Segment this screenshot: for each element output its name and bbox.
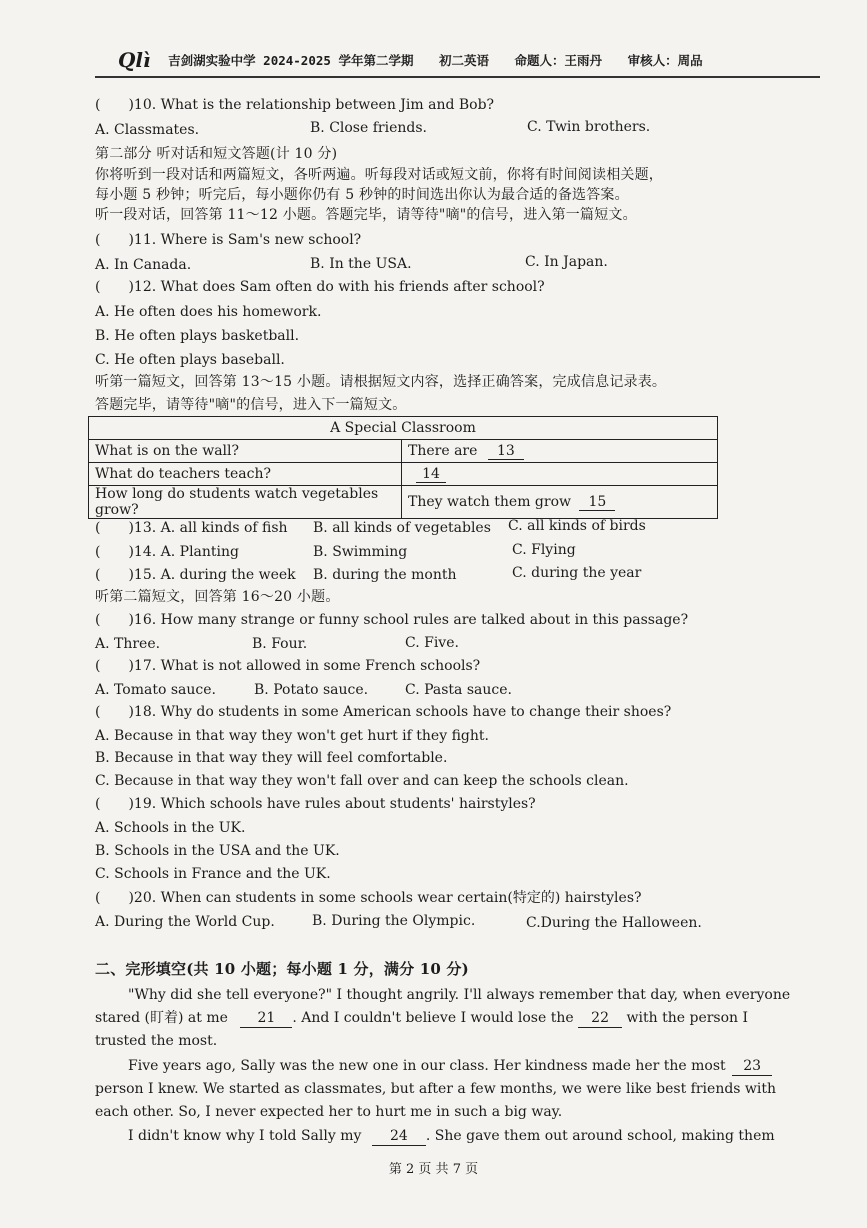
- blank-13[interactable]: 13: [488, 443, 524, 460]
- question-14-stem: ( )14. A. Planting: [95, 544, 239, 560]
- header-school-term: 吉剑湖实验中学 2024-2025 学年第二学期: [168, 53, 414, 68]
- question-11-option-a: A. In Canada.: [95, 257, 192, 273]
- question-19-option-b: B. Schools in the USA and the UK.: [95, 843, 340, 859]
- table-cell-question: What is on the wall?: [89, 440, 402, 463]
- question-13-stem: ( )13. A. all kinds of fish: [95, 520, 288, 536]
- question-19-option-a: A. Schools in the UK.: [95, 820, 246, 836]
- question-16-stem: ( )16. How many strange or funny school rules are talked about in this passage?: [95, 612, 689, 628]
- question-20-option-c: C.During the Halloween.: [526, 915, 702, 931]
- cloze-line-7: [128, 1127, 775, 1146]
- answer-prefix: They watch them grow: [408, 493, 571, 510]
- cloze-line-1: "Why did she tell everyone?" I thought angrily. I'll always remember that day, when everyone: [128, 987, 791, 1003]
- question-11-option-c: C. In Japan.: [525, 254, 608, 270]
- question-17-option-a: A. Tomato sauce.: [95, 682, 216, 698]
- table-row: [89, 486, 718, 519]
- question-18-option-b: B. Because in that way they will feel comfortable.: [95, 750, 448, 766]
- passage-1-instruction-2: 答题完毕，请等待"嘀"的信号，进入下一篇短文。: [95, 397, 407, 413]
- question-13-option-b: B. all kinds of vegetables: [313, 520, 491, 536]
- blank-21[interactable]: 21: [240, 1009, 292, 1028]
- passage-1-instruction-1: 听第一篇短文，回答第 13～15 小题。请根据短文内容，选择正确答案，完成信息记录表。: [95, 374, 667, 390]
- question-10-stem: ( )10. What is the relationship between Jim and Bob?: [95, 97, 495, 113]
- question-17-option-c: C. Pasta sauce.: [405, 682, 512, 698]
- question-16-option-c: C. Five.: [405, 635, 459, 651]
- table-cell-answer: [402, 486, 718, 519]
- page-footer: 第 2 页 共 7 页: [388, 1162, 479, 1177]
- page-header: [118, 48, 818, 74]
- header-subject: 初二英语: [438, 53, 489, 68]
- table-cell-question: How long do students watch vegetables grow?: [89, 486, 402, 519]
- table-row: [89, 417, 718, 440]
- question-20-option-b: B. During the Olympic.: [312, 913, 476, 929]
- question-18-option-c: C. Because in that way they won't fall over and can keep the schools clean.: [95, 773, 629, 789]
- question-19-option-c: C. Schools in France and the UK.: [95, 866, 331, 882]
- blank-23[interactable]: 23: [732, 1057, 772, 1076]
- table-row: [89, 440, 718, 463]
- question-10-option-b: B. Close friends.: [310, 120, 427, 136]
- question-20-stem: ( )20. When can students in some schools wear certain(特定的) hairstyles?: [95, 890, 642, 906]
- table-cell-answer: [402, 440, 718, 463]
- school-logo: Qlì: [118, 48, 151, 72]
- question-15-option-c: C. during the year: [512, 565, 642, 581]
- question-11-option-b: B. In the USA.: [310, 256, 412, 272]
- blank-22[interactable]: 22: [578, 1009, 622, 1028]
- header-divider: [95, 76, 820, 78]
- question-12-option-b: B. He often plays basketball.: [95, 328, 300, 344]
- question-12-stem: ( )12. What does Sam often do with his friends after school?: [95, 279, 545, 295]
- cloze-text: . She gave them out around school, making them: [425, 1128, 775, 1144]
- question-14-option-c: C. Flying: [512, 542, 576, 558]
- question-17-stem: ( )17. What is not allowed in some French schools?: [95, 658, 481, 674]
- cloze-line-5: person I knew. We started as classmates, but after a few months, we were like best friends with: [95, 1081, 777, 1097]
- blank-15[interactable]: 15: [579, 494, 615, 511]
- cloze-line-4: [128, 1057, 772, 1076]
- question-20-option-a: A. During the World Cup.: [95, 914, 275, 930]
- question-10-option-c: C. Twin brothers.: [527, 119, 651, 135]
- section-2-title: 二、完形填空(共 10 小题；每小题 1 分，满分 10 分): [95, 960, 469, 978]
- question-13-option-c: C. all kinds of birds: [508, 518, 646, 534]
- special-classroom-table: [88, 416, 718, 519]
- table-title: A Special Classroom: [89, 417, 718, 440]
- question-17-option-b: B. Potato sauce.: [254, 682, 369, 698]
- answer-prefix: There are: [408, 442, 478, 459]
- part-2-instruction-1: 你将听到一段对话和两篇短文，各听两遍。听每段对话或短文前，你将有时间阅读相关题，: [95, 167, 663, 183]
- header-author: 命题人：王雨丹: [514, 53, 603, 68]
- part-2-title: 第二部分 听对话和短文答题(计 10 分): [95, 146, 338, 162]
- question-11-stem: ( )11. Where is Sam's new school?: [95, 232, 362, 248]
- cloze-text: . And I couldn't believe I would lose the: [292, 1010, 574, 1026]
- question-19-stem: ( )19. Which schools have rules about students' hairstyles?: [95, 796, 536, 812]
- cloze-line-2: [95, 1009, 748, 1028]
- cloze-text: I didn't know why I told Sally my: [128, 1128, 362, 1144]
- question-15-stem: ( )15. A. during the week: [95, 567, 296, 583]
- table-row: [89, 463, 718, 486]
- question-16-option-b: B. Four.: [252, 636, 308, 652]
- question-18-option-a: A. Because in that way they won't get hurt if they fight.: [95, 728, 489, 744]
- question-14-option-b: B. Swimming: [313, 544, 408, 560]
- question-15-option-b: B. during the month: [313, 567, 457, 583]
- part-2-instruction-2: 每小题 5 秒钟；听完后，每小题你仍有 5 秒钟的时间选出你认为最合适的备选答案。: [95, 187, 629, 203]
- question-16-option-a: A. Three.: [95, 636, 161, 652]
- cloze-line-6: each other. So, I never expected her to hurt me in such a big way.: [95, 1104, 563, 1120]
- table-cell-answer: [402, 463, 718, 486]
- cloze-text: Five years ago, Sally was the new one in our class. Her kindness made her the most: [128, 1058, 726, 1074]
- question-18-stem: ( )18. Why do students in some American schools have to change their shoes?: [95, 704, 672, 720]
- blank-14[interactable]: 14: [416, 466, 446, 483]
- header-reviewer: 审核人：周品: [627, 53, 703, 68]
- question-10-option-a: A. Classmates.: [95, 122, 200, 138]
- cloze-text: stared (盯着) at me: [95, 1010, 228, 1026]
- blank-24[interactable]: 24: [372, 1127, 426, 1146]
- passage-2-instruction: 听第二篇短文，回答第 16～20 小题。: [95, 589, 340, 605]
- cloze-line-3: trusted the most.: [95, 1033, 218, 1049]
- table-cell-question: What do teachers teach?: [89, 463, 402, 486]
- question-12-option-a: A. He often does his homework.: [95, 304, 322, 320]
- question-12-option-c: C. He often plays baseball.: [95, 352, 285, 368]
- part-2-instruction-3: 听一段对话，回答第 11～12 小题。答题完毕，请等待"嘀"的信号，进入第一篇短文。: [95, 207, 637, 223]
- cloze-text: with the person I: [626, 1010, 749, 1026]
